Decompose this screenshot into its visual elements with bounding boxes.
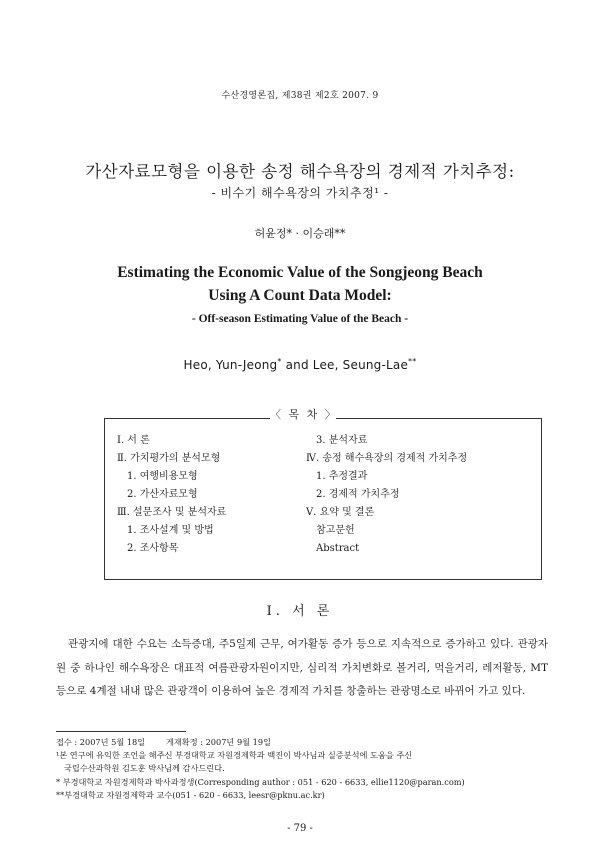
footnote-dates: 접수 : 2007년 5월 18일 게재확정 : 2007년 9월 19일 [56, 737, 271, 747]
section-heading: Ⅰ. 서 론 [266, 604, 334, 619]
toc-item: 1. 여행비용모형 [127, 471, 198, 482]
subtitle-korean: - 비수기 해수욕장의 가치추정¹ - [211, 186, 389, 200]
toc-right-column [306, 432, 467, 558]
footnote-1-cont: 국립수산과학원 김도훈 박사님께 감사드린다. [64, 763, 225, 774]
authors-english [0, 357, 600, 372]
body-text [56, 633, 548, 704]
author-1: Heo, Yun-Jeong [183, 358, 278, 372]
title-english-line1: Estimating the Economic Value of the Songjeong Beach [117, 264, 483, 281]
footnotes [56, 736, 556, 802]
toc-heading: 〈 목 차 〉 [270, 408, 338, 421]
authors-korean: 허윤정* · 이승래** [254, 227, 346, 240]
journal-header: 수산경영론집, 제38권 제2호 2007. 9 [221, 91, 379, 101]
author-2: Lee, Seung-Lae [312, 358, 409, 372]
title-korean: 가산자료모형을 이용한 송정 해수욕장의 경제적 가치추정: [85, 162, 515, 181]
toc-item: 1. 조사설계 및 방법 [127, 525, 214, 536]
footnote-divider [56, 731, 186, 732]
toc-item: Ⅲ. 설문조사 및 분석자료 [117, 507, 227, 518]
title-english-line2: Using A Count Data Model: [208, 287, 392, 304]
author-1-mark: * [277, 357, 282, 366]
toc-item: Ⅴ. 요약 및 결론 [306, 507, 375, 518]
footnote-1: ¹본 연구에 유익한 조언을 해주신 부경대학교 자원경제학과 백진이 박사님과 실증분석에 도움을 주신 [56, 750, 413, 761]
toc-item: 2. 가산자료모형 [127, 489, 198, 500]
toc-item: 참고문헌 [316, 525, 355, 536]
toc-left-column [117, 432, 226, 558]
toc-item: Abstract [316, 543, 360, 554]
toc-item: Ⅳ. 송정 해수욕장의 경제적 가치추정 [306, 453, 468, 464]
toc-item: Ⅰ. 서 론 [117, 435, 150, 446]
page-number: - 79 - [287, 823, 313, 834]
toc-item: 2. 경제적 가치추정 [316, 489, 400, 500]
author-conjunction: and [281, 358, 313, 372]
body-paragraph: 관광지에 대한 수요는 소득증대, 주5일제 근무, 여가활동 증가 등으로 지속적으로 증가하고 있다. 관광자원 중 하나인 해수욕장은 대표적 여름관광자원이지만, 심리적 가치변화로 볼거리, 먹을거리, 레저활동, MT 등으로 4계절 내내 많은 관광객이 이용하여 높은 경제적 가치를 창출하는 관광명소로 바뀌어 가고 있다. [56, 638, 548, 697]
subtitle-english: - Off-season Estimating Value of the Beach - [191, 313, 409, 325]
toc-item: 1. 추정결과 [316, 471, 368, 482]
toc-item: 3. 분석자료 [316, 435, 368, 446]
toc-item: 2. 조사항목 [127, 543, 179, 554]
author-2-mark: ** [408, 357, 417, 366]
footnote-3: **부경대학교 자원경제학과 교수(051 - 620 - 6633, leesr@pknu.ac.kr) [56, 789, 325, 800]
toc-item: Ⅱ. 가치평가의 분석모형 [117, 453, 221, 464]
footnote-2: * 부경대학교 자원경제학과 박사과정생(Corresponding author : 051 - 620 - 6633, ellie1120@paran.com) [56, 776, 465, 787]
